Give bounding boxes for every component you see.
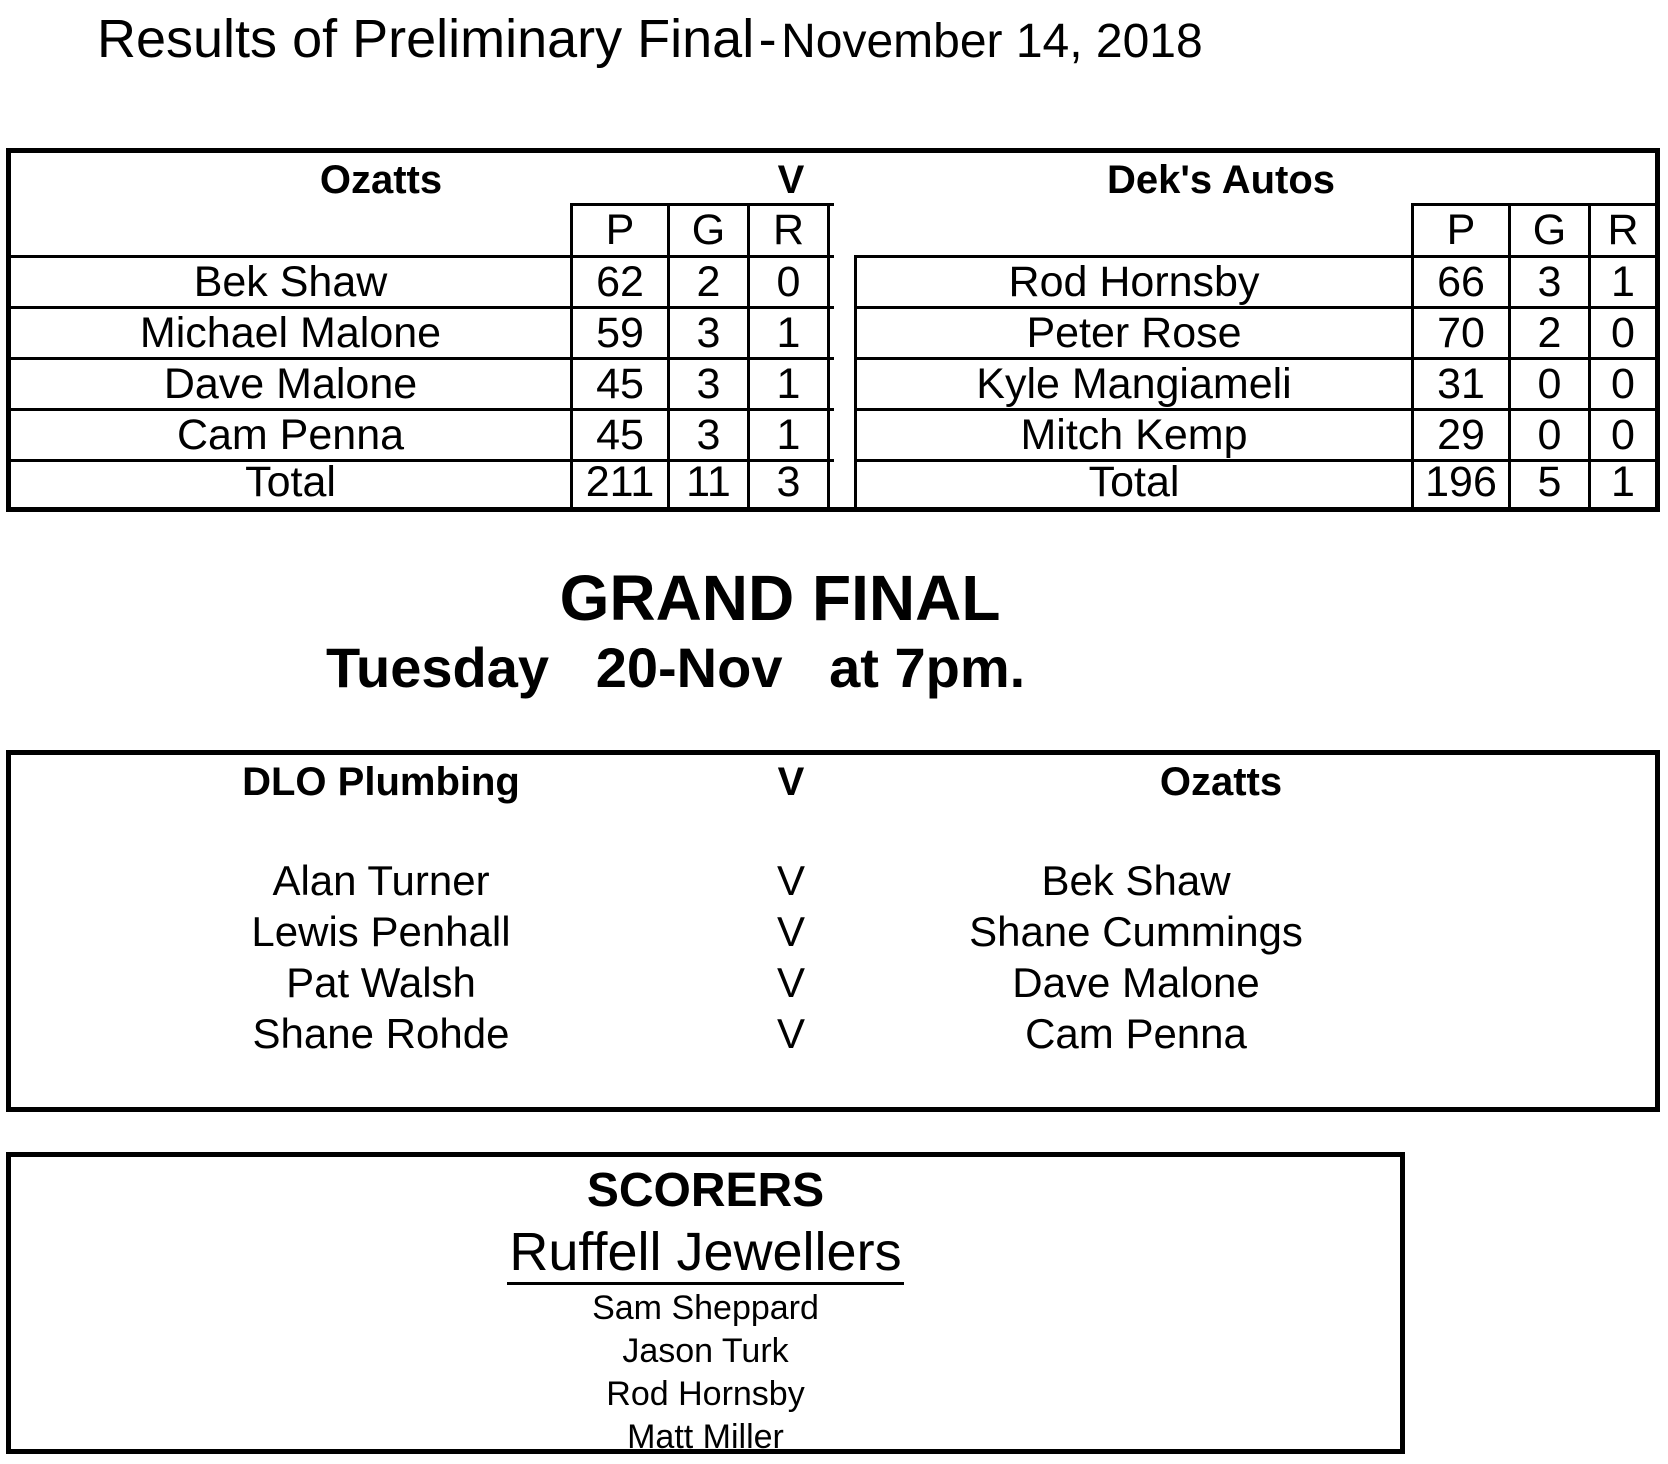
total-label: Total	[245, 458, 336, 506]
matchup-left: Shane Rohde	[252, 1010, 510, 1057]
total-r: 3	[776, 458, 801, 506]
sponsor-name: Ruffell Jewellers	[507, 1224, 903, 1285]
scorer-name: Sam Sheppard	[592, 1289, 819, 1327]
player-g: 3	[1537, 258, 1562, 306]
scorer-name: Matt Miller	[627, 1418, 784, 1456]
title-dash: -	[758, 9, 777, 69]
total-p: 196	[1425, 458, 1497, 506]
left-col-r: R	[772, 206, 805, 254]
player-name: Cam Penna	[176, 411, 405, 459]
player-name: Mitch Kemp	[1020, 411, 1248, 459]
right-team-name: Dek's Autos	[1106, 158, 1336, 202]
grand-final-heading: GRAND FINAL	[559, 562, 1001, 634]
player-r: 0	[776, 258, 801, 306]
total-p: 211	[585, 458, 655, 506]
matchup-v: V	[776, 1010, 805, 1057]
player-r: 1	[1611, 258, 1635, 306]
player-r: 0	[1611, 360, 1635, 408]
player-g: 0	[1537, 360, 1562, 408]
matchup-v: V	[776, 857, 805, 904]
player-name: Peter Rose	[1026, 309, 1242, 357]
versus-label: V	[777, 158, 805, 202]
player-p: 70	[1437, 309, 1485, 357]
scorer-name: Jason Turk	[622, 1332, 789, 1370]
player-p: 66	[1437, 258, 1485, 306]
player-p: 29	[1437, 411, 1485, 459]
title-main: Results of Preliminary Final	[97, 9, 755, 69]
player-r: 0	[1611, 309, 1635, 357]
player-g: 3	[696, 411, 721, 459]
title-date: November 14, 2018	[781, 15, 1203, 68]
player-r: 1	[776, 309, 801, 357]
left-col-p: P	[605, 206, 635, 254]
player-p: 45	[596, 360, 644, 408]
right-col-p: P	[1446, 206, 1476, 254]
player-p: 31	[1437, 360, 1485, 408]
matchup-v: V	[776, 908, 805, 955]
total-label: Total	[1088, 458, 1180, 506]
player-name: Rod Hornsby	[1008, 258, 1260, 306]
player-g: 0	[1537, 411, 1562, 459]
left-col-g: G	[691, 206, 726, 254]
grand-final-day-date: 20-Nov	[595, 636, 783, 699]
matchup-right: Bek Shaw	[1041, 857, 1231, 904]
player-name: Kyle Mangiameli	[976, 360, 1292, 408]
player-g: 2	[1537, 309, 1562, 357]
player-r: 0	[1611, 411, 1635, 459]
matchup-left: Pat Walsh	[286, 959, 476, 1006]
gf-right-team: Ozatts	[1159, 760, 1283, 804]
right-col-r: R	[1607, 206, 1639, 254]
player-r: 1	[776, 360, 801, 408]
player-g: 3	[696, 309, 721, 357]
matchup-right: Dave Malone	[1012, 959, 1260, 1006]
gf-versus: V	[777, 760, 805, 804]
total-g: 5	[1537, 458, 1562, 506]
grand-final-date	[326, 636, 1026, 699]
grand-final-day: Tuesday	[326, 636, 550, 699]
matchup-right: Shane Cummings	[969, 908, 1303, 955]
player-name: Dave Malone	[163, 360, 418, 408]
matchup-left: Alan Turner	[272, 857, 490, 904]
scorers-heading: SCORERS	[586, 1164, 825, 1217]
right-col-g: G	[1532, 206, 1567, 254]
player-r: 1	[776, 411, 801, 459]
matchup-right: Cam Penna	[1025, 1010, 1247, 1057]
gf-left-team: DLO Plumbing	[242, 760, 520, 804]
page-title	[97, 9, 1203, 69]
grand-final-time: at 7pm.	[829, 636, 1026, 699]
player-name: Michael Malone	[139, 309, 442, 357]
scorer-name: Rod Hornsby	[606, 1375, 805, 1413]
player-g: 3	[696, 360, 721, 408]
player-p: 45	[596, 411, 644, 459]
player-name: Bek Shaw	[193, 258, 388, 306]
scorers-box	[6, 1152, 1405, 1454]
matchup-v: V	[776, 959, 805, 1006]
grand-final-matchups	[6, 750, 1660, 1112]
player-p: 59	[596, 309, 644, 357]
player-p: 62	[596, 258, 644, 306]
player-g: 2	[696, 258, 721, 306]
preliminary-results-table	[6, 148, 1660, 512]
matchup-left: Lewis Penhall	[251, 908, 511, 955]
total-r: 1	[1611, 458, 1635, 506]
left-team-name: Ozatts	[319, 158, 443, 202]
total-g: 11	[686, 458, 731, 506]
scorers-sponsor	[11, 1223, 1400, 1285]
